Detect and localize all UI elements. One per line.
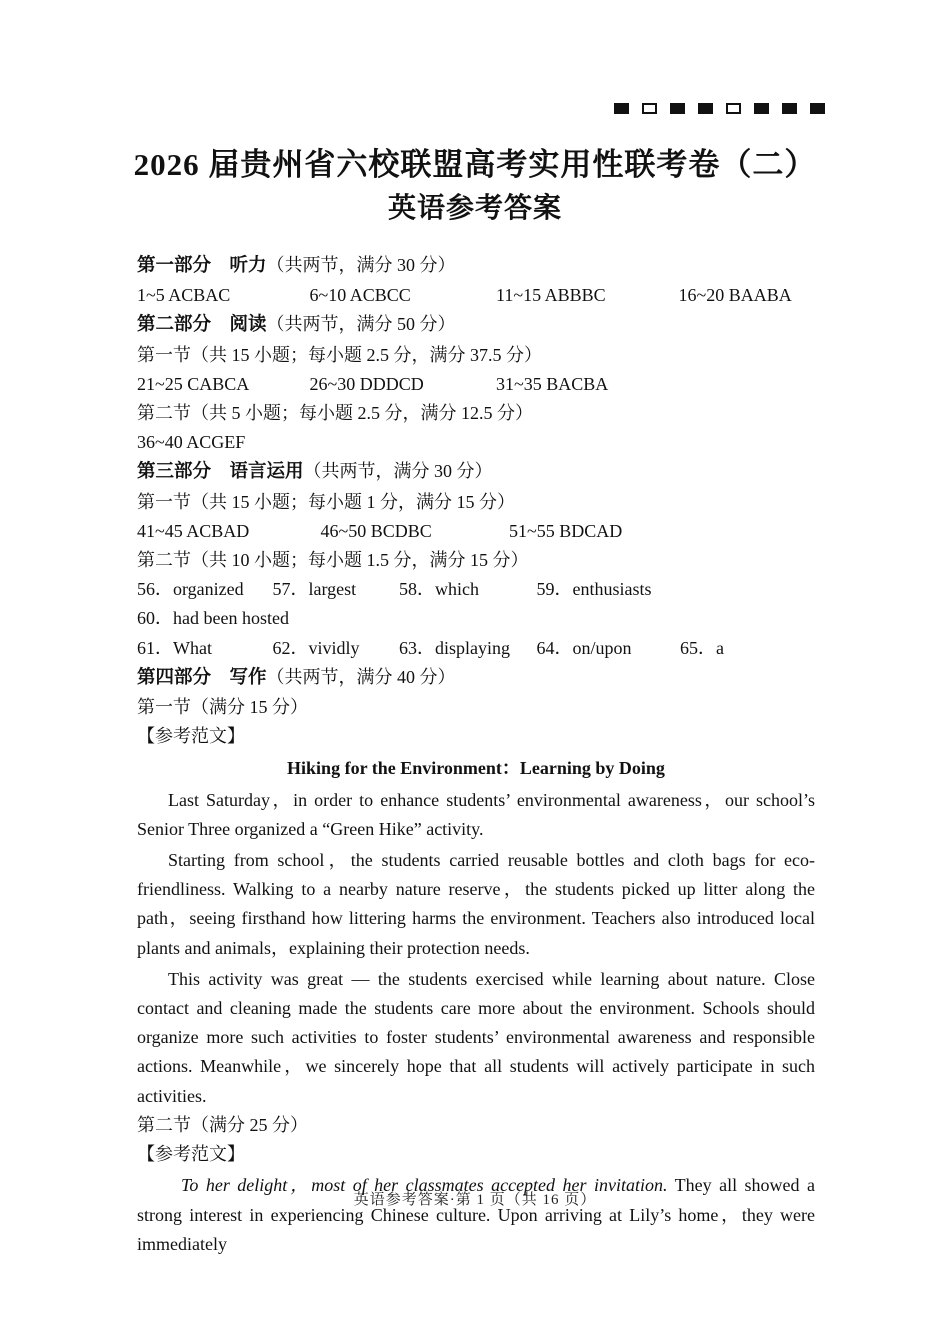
fill-answer: 63．displaying: [399, 637, 510, 658]
part2-heading-title: 第二部分 阅读: [137, 315, 267, 336]
answer-group: 46~50 BCDBC: [320, 520, 432, 541]
alignment-marker-square: [698, 103, 713, 114]
fill-answer: 60．had been hosted: [137, 608, 289, 629]
part2-heading-detail: （共两节，满分 50 分）: [266, 314, 456, 335]
answer-group: 1~5 ACBAC: [137, 285, 231, 306]
fill-answer: 59．enthusiasts: [536, 579, 652, 600]
part4-section1-label: 第一节（满分 15 分）: [137, 697, 308, 718]
part1-heading-title: 第一部分 听力: [137, 256, 267, 276]
alignment-marker-square: [614, 103, 629, 114]
part1-heading-detail: （共两节，满分 30 分）: [266, 255, 456, 275]
part3-heading-detail: （共两节，满分 30 分）: [303, 461, 493, 482]
answer-group: 51~55 BDCAD: [509, 520, 623, 541]
part1-heading: [137, 251, 815, 281]
essay-paragraph: Last Saturday，in order to enhance students’ environmental awareness，our school’s Senior Three organized a “Green Hike” activity.: [137, 789, 815, 839]
part2-section1-label: 第一节（共 15 小题；每小题 2.5 分，满分 37.5 分）: [137, 344, 542, 365]
document-title: 2026 届贵州省六校联盟高考实用性联考卷（二）: [133, 147, 817, 182]
part4-heading: [137, 663, 815, 693]
fill-answer: 61．What: [137, 637, 212, 658]
part3-section1-answers-row: [137, 517, 815, 546]
part3-heading-title: 第三部分 语言运用: [137, 462, 304, 483]
answer-group: 16~20 BAABA: [678, 285, 792, 306]
part1-answers-row: [137, 281, 815, 310]
essay-title: Hiking for the Environment：Learning by Doing: [287, 758, 665, 779]
part2-section2-answers-row: 36~40 ACGEF: [137, 432, 246, 453]
fill-answer: 62．vividly: [272, 637, 360, 658]
part4-section2-label: 第二节（满分 25 分）: [137, 1114, 308, 1135]
part3-section2-label: 第二节（共 10 小题；每小题 1.5 分，满分 15 分）: [137, 550, 529, 571]
fill-answer: 64．on/upon: [536, 637, 632, 658]
answer-group: 21~25 CABCA: [137, 373, 250, 394]
part4-heading-detail: （共两节，满分 40 分）: [266, 666, 456, 687]
alignment-markers: [614, 103, 825, 114]
essay-paragraph: Starting from school，the students carried reusable bottles and cloth bags for eco-friendliness. Walking to a nearby nature reserve，the students picked up litter along the path，seeing firsthand how littering harms the environment. Teachers also introduced local plants and animals，explaining their protection needs.: [137, 850, 815, 958]
part3-fill-answers-row-2: [137, 634, 815, 663]
sample-essay-label: 【参考范文】: [137, 1144, 245, 1165]
alignment-marker-square: [754, 103, 769, 114]
answer-group: 41~45 ACBAD: [137, 520, 250, 541]
answer-group: 31~35 BACBA: [496, 373, 609, 394]
answer-group: 6~10 ACBCC: [309, 285, 411, 306]
answer-key-body: [137, 251, 815, 1259]
part2-section1-answers-row: [137, 370, 815, 399]
document-subtitle: 英语参考答案: [387, 193, 562, 224]
alignment-marker-square: [726, 103, 741, 114]
sample-essay-label: 【参考范文】: [137, 726, 245, 747]
alignment-marker-square: [810, 103, 825, 114]
part2-section2-label: 第二节（共 5 小题；每小题 2.5 分，满分 12.5 分）: [137, 403, 533, 424]
essay-paragraph-continuation: They all showed a strong interest in experiencing Chinese culture. Upon arriving at Lily’s home，they were immediately: [137, 1175, 815, 1254]
alignment-marker-square: [642, 103, 657, 114]
part3-heading: [137, 457, 815, 487]
fill-answer: 56．organized: [137, 579, 244, 600]
alignment-marker-square: [670, 103, 685, 114]
fill-answer: 65．a: [680, 637, 724, 658]
essay-paragraph: This activity was great — the students exercised while learning about nature. Close contact and cleaning made the students care more about the environment. Schools should organize more such activities to foster students’ environmental awareness and responsible actions. Meanwhile，we sincerely hope that all students will actively participate in such activities.: [137, 968, 815, 1106]
part4-heading-title: 第四部分 写作: [137, 667, 267, 688]
part3-section1-label: 第一节（共 15 小题；每小题 1 分，满分 15 分）: [137, 491, 515, 512]
page-footer: 英语参考答案·第 1 页（共 16 页）: [353, 1192, 597, 1208]
part3-fill-answers-row-1: [137, 575, 815, 633]
answer-group: 11~15 ABBBC: [496, 285, 606, 306]
essay-italic-lead: To her delight，most of her classmates accepted her invitation.: [181, 1175, 668, 1196]
fill-answer: 58．which: [399, 579, 479, 600]
fill-answer: 57．largest: [272, 579, 357, 600]
alignment-marker-square: [782, 103, 797, 114]
answer-group: 26~30 DDDCD: [309, 373, 424, 394]
essay-paragraph: [137, 1171, 815, 1259]
part2-heading: [137, 310, 815, 340]
